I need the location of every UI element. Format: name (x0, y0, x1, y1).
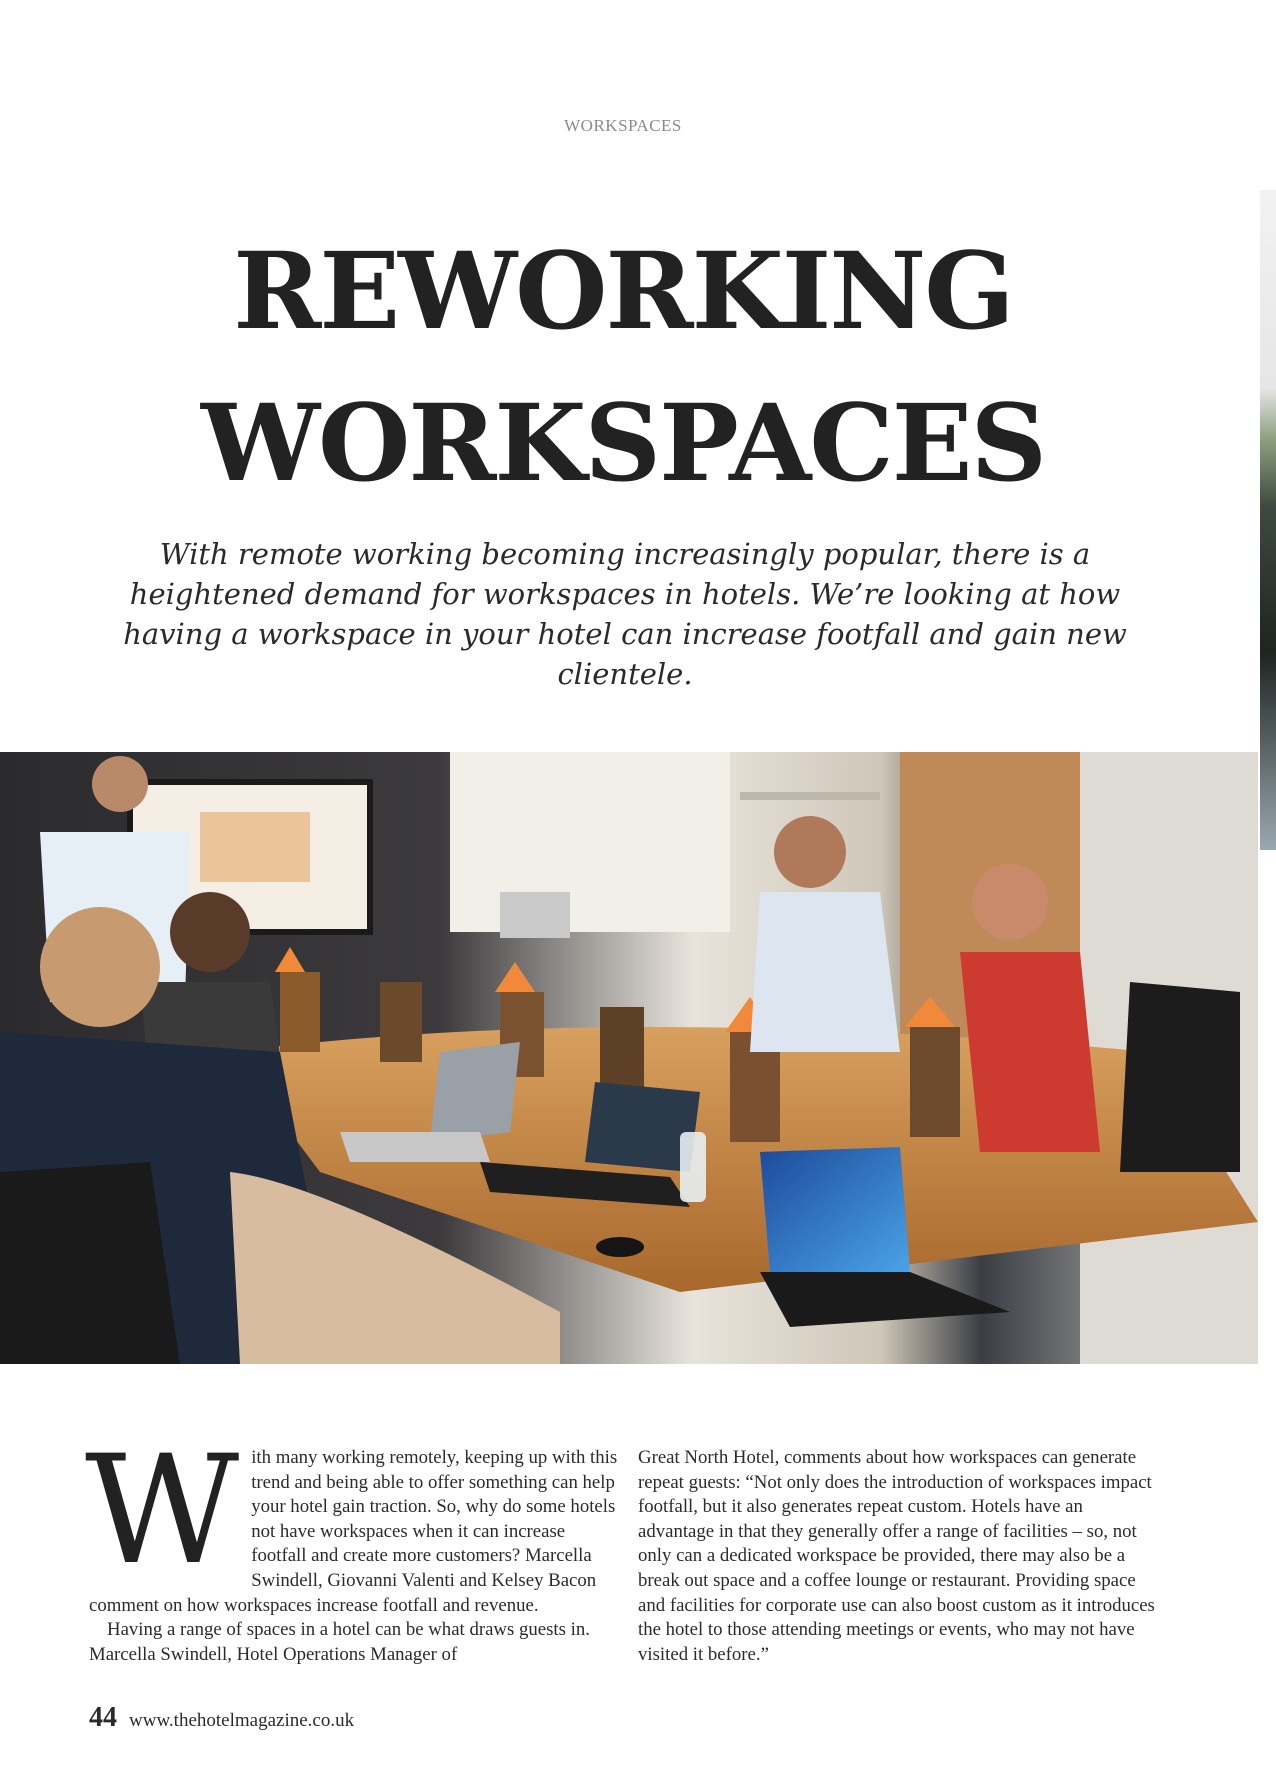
paragraph-3: Great North Hotel, comments about how workspaces can generate repeat guests: “Not only does the introduction of workspaces impact footfall, but it also generates repeat custom. Hotels have an advantage in that they generally offer a range of facilities – so, not only can a dedicated workspace be provided, there may also be a break out space and a coffee lounge or restaurant. Providing space and facilities for corporate use can also boost custom as it introduces the hotel to those attending meetings or events, who may not have visited it before.” (638, 1447, 1155, 1665)
meeting-room-illustration (0, 752, 1258, 1364)
woman-top (960, 952, 1100, 1152)
paragraph-1-text: ith many working remotely, keeping up with this trend and being able to offer something can help your hotel gain traction. So, why do some hotels not have workspaces when it can increase footfall and create more customers? Marcella Swindell, Giovanni Valenti and Kelsey Bacon comment on how workspaces increase footfall and revenue. (89, 1447, 618, 1616)
gift-bag (600, 1007, 644, 1087)
article-column-right (638, 1446, 1158, 1667)
meeting-room-photo (0, 752, 1258, 1364)
man-shirt (750, 892, 900, 1052)
headline-line-1: REWORKING (233, 228, 1013, 353)
seated-woman-head (170, 892, 250, 972)
standfirst: With remote working becoming increasingly popular, there is a heightened demand for workspaces in hotels. We’re looking at how having a workspace in your hotel can increase footfall and gain new clientele. (123, 537, 1127, 691)
leather-chair (0, 1162, 180, 1364)
shelf (740, 792, 880, 800)
laptop-display-windows (760, 1147, 910, 1272)
presenter-head (92, 756, 148, 812)
screen-slide (200, 812, 310, 882)
open-laptop-back (500, 892, 570, 938)
article-column-left (85, 1424, 621, 1667)
page-number: 44 (89, 1702, 117, 1733)
leather-chair (1120, 982, 1240, 1172)
window-light (450, 752, 730, 932)
headline (0, 215, 1246, 519)
magazine-url: www.thehotelmagazine.co.uk (129, 1710, 355, 1731)
headline-line-2: WORKSPACES (200, 380, 1046, 505)
page-footer (89, 1702, 354, 1732)
computer-mouse (596, 1237, 644, 1257)
silver-laptop-screen (430, 1042, 520, 1142)
adjacent-page-image-edge (1260, 190, 1276, 850)
gift-bag (910, 1027, 960, 1137)
man-head (774, 816, 846, 888)
gift-bag (280, 972, 320, 1052)
water-bottle (680, 1132, 706, 1202)
gift-bag (380, 982, 422, 1062)
silver-laptop-base (340, 1132, 490, 1162)
drop-cap: W (85, 1424, 240, 1598)
woman-head (972, 864, 1048, 940)
foreground-man-head (40, 907, 160, 1027)
paragraph-2: Having a range of spaces in a hotel can be what draws guests in. Marcella Swindell, Hotel Operations Manager of (89, 1619, 590, 1665)
paragraph-1 (85, 1424, 621, 1618)
section-label: WORKSPACES (564, 116, 682, 135)
